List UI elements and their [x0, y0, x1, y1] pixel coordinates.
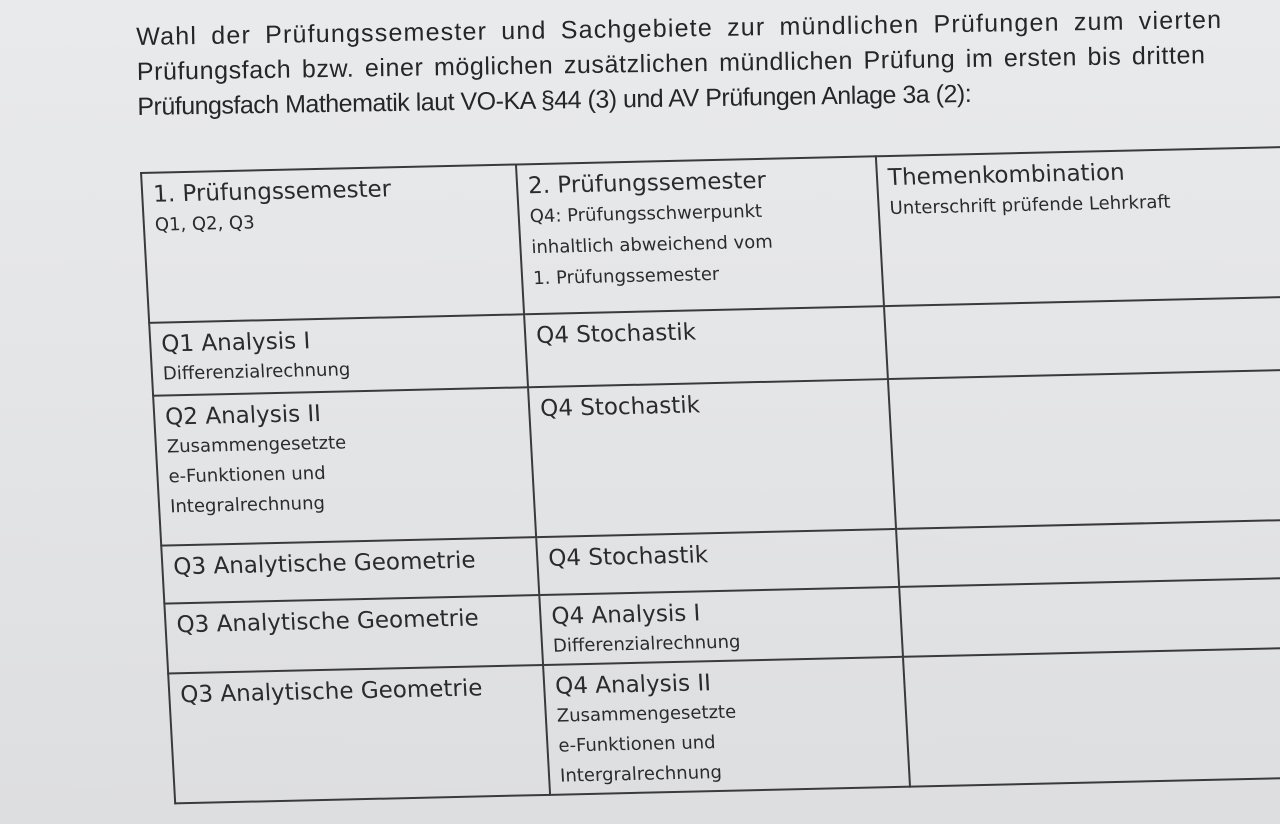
signature-value: [914, 655, 1280, 664]
signature-value: [899, 377, 1280, 386]
header-cell-signature: [876, 147, 1280, 306]
document-heading: [136, 2, 1258, 125]
table-row: [168, 647, 1280, 803]
signature-cell[interactable]: [896, 519, 1280, 586]
header-sub-sem2-line: Q4: Prüfungsschwerpunkt: [529, 200, 763, 228]
sem2-cell: [539, 587, 903, 665]
sem2-sub-line: e-Funktionen und: [557, 732, 717, 757]
signature-value: [895, 304, 1280, 313]
sem1-title: Q1 Analysis I: [160, 328, 311, 358]
sem1-sub-line: e-Funktionen und: [167, 462, 327, 488]
table-row: [153, 370, 1280, 546]
sem2-title: Q4 Stochastik: [539, 392, 701, 422]
sem1-sub-line: Differenzialrechnung: [162, 359, 351, 385]
header-sub-sem1: Q1, Q2, Q3: [154, 212, 256, 236]
sem2-cell: [524, 306, 888, 387]
header-cell-sem1: [141, 164, 524, 322]
sem1-title: Q3 Analytische Geometrie: [175, 605, 480, 639]
heading-line-1: Wahl der Prüfungssemester und Sachgebiete zur mündlichen Prüfungen zum vierten: [136, 5, 1223, 51]
sem2-sub-line: Zusammengesetzte: [556, 701, 737, 727]
sem2-title: Q4 Analysis I: [550, 600, 702, 630]
header-title-sem1: 1. Prüfungssemester: [152, 176, 392, 208]
signature-value: [907, 527, 1280, 536]
signature-cell[interactable]: [888, 370, 1280, 529]
sem1-cell: [161, 537, 539, 603]
sem2-cell: [536, 529, 899, 595]
sem1-cell: [164, 595, 543, 673]
signature-cell[interactable]: [903, 647, 1280, 786]
exam-table-container: [140, 145, 1280, 787]
sem2-title: Q4 Analysis II: [554, 670, 712, 700]
signature-value: [911, 585, 1280, 594]
exam-selection-table: [140, 146, 1280, 805]
sem1-cell: [153, 387, 536, 545]
sem2-title: Q4 Stochastik: [547, 542, 709, 572]
signature-cell[interactable]: [884, 297, 1280, 379]
heading-line-3: Prüfungsfach Mathematik laut VO-KA §44 (3) und AV Prüfungen Anlage 3a (2):: [137, 79, 972, 121]
heading-line-2: Prüfungsfach bzw. einer möglichen zusätzlichen mündlichen Prüfung im ersten bis dritten: [136, 41, 1206, 86]
signature-cell[interactable]: [899, 577, 1280, 656]
sem2-cell: [543, 657, 910, 795]
sem2-cell: [528, 379, 896, 537]
sem2-title: Q4 Stochastik: [535, 319, 697, 350]
header-title-combination: Themenkombination: [887, 159, 1126, 192]
sem1-sub-line: Zusammengesetzte: [166, 432, 347, 458]
header-cell-sem2: [516, 156, 884, 314]
sem2-sub-line: Differenzialrechnung: [552, 631, 741, 657]
header-title-sem2: 2. Prüfungssemester: [527, 167, 767, 200]
sem1-title: Q3 Analytische Geometrie: [172, 547, 477, 581]
sem1-cell: [149, 314, 528, 395]
header-sub-signature: Unterschrift prüfende Lehrkraft: [889, 191, 1172, 219]
sem1-cell: [168, 665, 550, 803]
sem2-sub-line: Intergralrechnung: [559, 761, 723, 787]
header-sub-sem2-line: inhaltlich abweichend vom: [530, 231, 774, 259]
sem1-sub-line: Integralrechnung: [169, 492, 326, 518]
sem1-title: Q3 Analytische Geometrie: [179, 675, 484, 709]
sem1-title: Q2 Analysis II: [164, 400, 322, 431]
header-sub-sem2-line: 1. Prüfungssemester: [532, 263, 720, 290]
table-header-row: [141, 147, 1280, 323]
